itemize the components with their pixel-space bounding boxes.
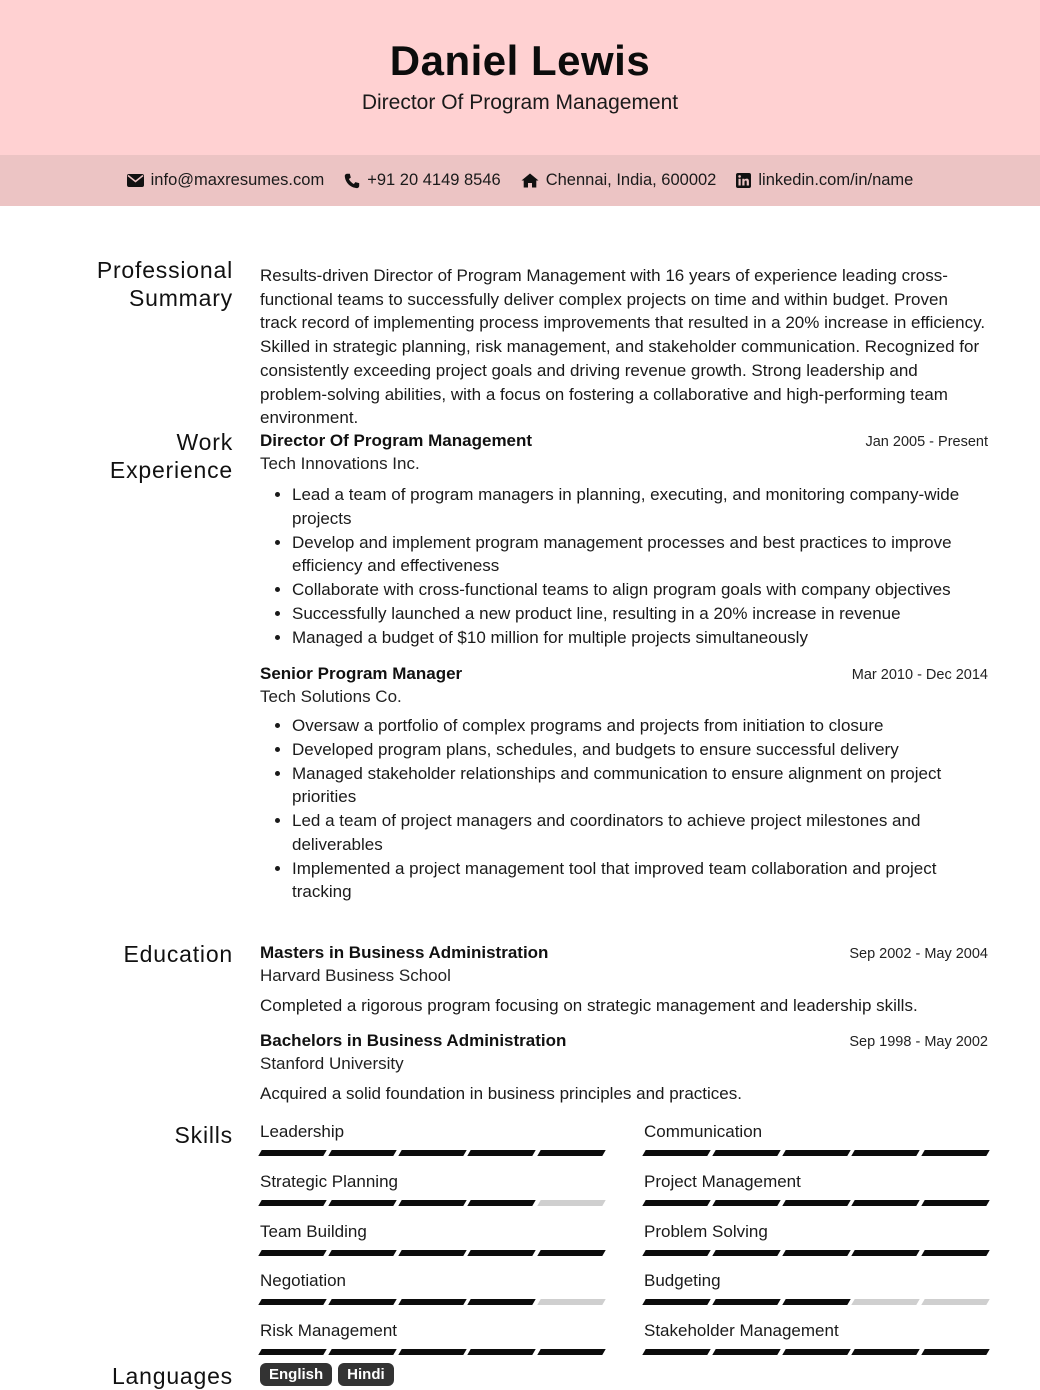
- section-title-languages: Languages: [111, 1363, 233, 1389]
- contact-linkedin[interactable]: [736, 171, 913, 190]
- envelope-icon: [127, 174, 144, 187]
- skill-level-segment-filled: [468, 1250, 536, 1256]
- candidate-name: Daniel Lewis: [389, 37, 651, 84]
- skill-name: Communication: [644, 1122, 763, 1141]
- skill-level-segment-filled: [712, 1200, 780, 1206]
- skill-item: [260, 1221, 604, 1271]
- skill-level-segment-filled: [328, 1150, 396, 1156]
- skill-name: Risk Management: [260, 1321, 398, 1340]
- skill-level-segment-filled: [537, 1250, 605, 1256]
- edu-degree: Bachelors in Business Administration: [260, 1031, 567, 1050]
- skill-level-segment-filled: [258, 1250, 326, 1256]
- contact-email[interactable]: [127, 171, 325, 190]
- skill-item: [260, 1121, 604, 1171]
- skill-level-segment-filled: [852, 1200, 920, 1206]
- edu-dates: Sep 1998 - May 2002: [849, 1034, 988, 1050]
- section-title-line: Summary: [128, 285, 233, 311]
- skill-level-bar: [644, 1349, 988, 1355]
- skill-level-segment-filled: [642, 1250, 710, 1256]
- skill-level-segment-filled: [642, 1200, 710, 1206]
- skill-level-segment-filled: [328, 1349, 396, 1355]
- job-role: Senior Program Manager: [260, 663, 463, 683]
- job-bullet: • Managed a budget of $10 million for multiple projects simultaneously: [292, 626, 988, 650]
- skill-name: Project Management: [644, 1171, 801, 1191]
- contact-linkedin-text: linkedin.com/in/name: [758, 171, 914, 189]
- resume-header: [0, 0, 1040, 155]
- skill-level-segment-filled: [642, 1349, 710, 1355]
- skill-level-segment-filled: [782, 1200, 850, 1206]
- skill-level-segment-filled: [921, 1250, 989, 1256]
- skill-level-bar: [644, 1299, 988, 1305]
- skill-level-segment-filled: [398, 1299, 466, 1305]
- contact-email-text: info@maxresumes.com: [150, 171, 325, 189]
- skill-name: Team Building: [260, 1221, 367, 1241]
- section-title-education: Education: [123, 941, 233, 967]
- skill-item: [260, 1270, 604, 1320]
- skill-level-segment-filled: [468, 1299, 536, 1305]
- job-entry: [260, 662, 988, 904]
- skill-level-segment-empty: [537, 1200, 605, 1206]
- skill-level-segment-filled: [921, 1349, 989, 1355]
- skill-level-segment-filled: [642, 1299, 710, 1305]
- language-pill: English: [260, 1363, 332, 1386]
- job-bullet: • Collaborate with cross-functional teams to align program goals with company objectives: [292, 578, 988, 602]
- skill-level-segment-filled: [328, 1200, 396, 1206]
- skill-level-segment-filled: [712, 1299, 780, 1305]
- skill-level-segment-filled: [782, 1250, 850, 1256]
- skill-level-segment-filled: [398, 1200, 466, 1206]
- languages-list: [260, 1363, 988, 1386]
- job-bullet: • Lead a team of program managers in planning, executing, and monitoring company-wide projects: [292, 483, 988, 530]
- skill-level-segment-filled: [468, 1349, 536, 1355]
- contact-bar: [0, 155, 1040, 206]
- skill-level-segment-filled: [258, 1150, 326, 1156]
- edu-school: Harvard Business School: [260, 966, 451, 985]
- work-entries: [260, 429, 988, 904]
- skill-level-segment-filled: [852, 1250, 920, 1256]
- skill-level-segment-filled: [921, 1150, 989, 1156]
- skill-item: [260, 1171, 604, 1221]
- skill-level-segment-filled: [258, 1349, 326, 1355]
- skill-level-bar: [644, 1250, 988, 1256]
- skill-level-segment-filled: [782, 1349, 850, 1355]
- skill-level-bar: [260, 1250, 604, 1256]
- skill-level-bar: [260, 1299, 604, 1305]
- skill-item: [644, 1121, 988, 1171]
- skill-name: Leadership: [260, 1122, 345, 1141]
- contact-phone-text: +91 20 4149 8546: [367, 171, 501, 189]
- job-dates: Mar 2010 - Dec 2014: [851, 666, 988, 683]
- skill-item: [644, 1270, 988, 1320]
- skill-level-segment-filled: [398, 1150, 466, 1156]
- section-title-line: Work: [176, 429, 233, 455]
- section-title-line: Experience: [109, 457, 233, 483]
- summary-text: Results-driven Director of Program Management with 16 years of experience leading cross-functional teams to successfully deliver complex projects on time and within budget. Proven track record of implementing process improvements that resulted in a 20% increase in efficiency. Skilled in strategic planning, risk management, and stakeholder communication. Recognized for consistently exceeding project goals and driving revenue growth. Strong leadership and problem-solving abilities, with a focus on fostering a collaborative and high-performing team environment.: [260, 266, 986, 428]
- education-entry: [260, 1029, 988, 1105]
- skill-item: [644, 1221, 988, 1271]
- skill-name: Stakeholder Management: [644, 1321, 839, 1340]
- skill-level-segment-filled: [712, 1349, 780, 1355]
- skill-level-segment-filled: [468, 1200, 536, 1206]
- contact-location: [521, 171, 717, 190]
- edu-school: Stanford University: [260, 1054, 404, 1073]
- job-bullet: • Managed stakeholder relationships and communication to ensure alignment on project priorities: [292, 762, 988, 809]
- skill-level-segment-filled: [642, 1150, 710, 1156]
- contact-location-text: Chennai, India, 600002: [545, 171, 717, 189]
- skill-level-bar: [260, 1150, 604, 1156]
- job-company: Tech Solutions Co.: [260, 686, 402, 706]
- section-title-line: Professional: [96, 257, 233, 283]
- skill-name: Budgeting: [644, 1271, 721, 1291]
- contact-phone[interactable]: [344, 171, 501, 190]
- job-bullet: • Oversaw a portfolio of complex programs and projects from initiation to closure: [292, 714, 988, 738]
- skill-level-bar: [260, 1349, 604, 1355]
- edu-dates: Sep 2002 - May 2004: [849, 946, 988, 962]
- education-entry: [260, 941, 988, 1017]
- skill-level-segment-filled: [537, 1349, 605, 1355]
- phone-icon: [344, 173, 360, 189]
- skill-level-segment-filled: [258, 1299, 326, 1305]
- home-icon: [521, 173, 539, 188]
- job-dates: Jan 2005 - Present: [865, 434, 988, 450]
- skill-level-segment-empty: [537, 1299, 605, 1305]
- job-bullets: [260, 714, 988, 904]
- skill-name: Problem Solving: [644, 1221, 768, 1241]
- education-entries: [260, 941, 988, 1105]
- job-bullet: • Implemented a project management tool that improved team collaboration and project tracking: [292, 857, 988, 904]
- skill-item: [644, 1171, 988, 1221]
- skill-name: Strategic Planning: [260, 1171, 398, 1191]
- skill-level-segment-filled: [712, 1250, 780, 1256]
- skill-level-segment-filled: [537, 1150, 605, 1156]
- skill-level-bar: [644, 1150, 988, 1156]
- skill-level-segment-empty: [921, 1299, 989, 1305]
- section-title-summary: [13, 256, 233, 312]
- skill-level-segment-filled: [398, 1349, 466, 1355]
- skill-level-bar: [644, 1200, 988, 1206]
- skill-level-segment-filled: [712, 1150, 780, 1156]
- job-role: Director Of Program Management: [260, 431, 533, 450]
- job-bullet: • Led a team of project managers and coordinators to achieve project milestones and deliverables: [292, 809, 988, 856]
- job-bullet: • Successfully launched a new product line, resulting in a 20% increase in revenue: [292, 602, 988, 626]
- skill-level-segment-filled: [852, 1349, 920, 1355]
- skill-level-segment-filled: [468, 1150, 536, 1156]
- edu-description: Completed a rigorous program focusing on strategic management and leadership skills.: [260, 996, 918, 1015]
- job-company: Tech Innovations Inc.: [260, 454, 420, 473]
- skill-level-segment-filled: [398, 1250, 466, 1256]
- skill-level-segment-empty: [852, 1299, 920, 1305]
- section-title-skills: Skills: [174, 1122, 233, 1148]
- skill-level-segment-filled: [782, 1299, 850, 1305]
- edu-description: Acquired a solid foundation in business principles and practices.: [260, 1084, 742, 1103]
- linkedin-icon: [736, 173, 751, 188]
- edu-degree: Masters in Business Administration: [260, 943, 549, 962]
- skill-level-segment-filled: [328, 1250, 396, 1256]
- language-pill: Hindi: [338, 1363, 394, 1386]
- job-bullet: • Develop and implement program management processes and best practices to improve efficiency and effectiveness: [292, 531, 988, 578]
- skill-level-bar: [260, 1200, 604, 1206]
- skill-level-segment-filled: [782, 1150, 850, 1156]
- candidate-title: Director Of Program Management: [361, 91, 679, 114]
- skill-name: Negotiation: [260, 1271, 347, 1291]
- skill-level-segment-filled: [921, 1200, 989, 1206]
- skill-level-segment-filled: [852, 1150, 920, 1156]
- skill-level-segment-filled: [258, 1200, 326, 1206]
- job-bullet: • Developed program plans, schedules, and budgets to ensure successful delivery: [292, 738, 988, 762]
- section-title-work: [13, 428, 233, 484]
- job-entry: [260, 429, 988, 650]
- skill-level-segment-filled: [328, 1299, 396, 1305]
- job-bullets: [260, 483, 988, 650]
- skills-list: [260, 1121, 988, 1370]
